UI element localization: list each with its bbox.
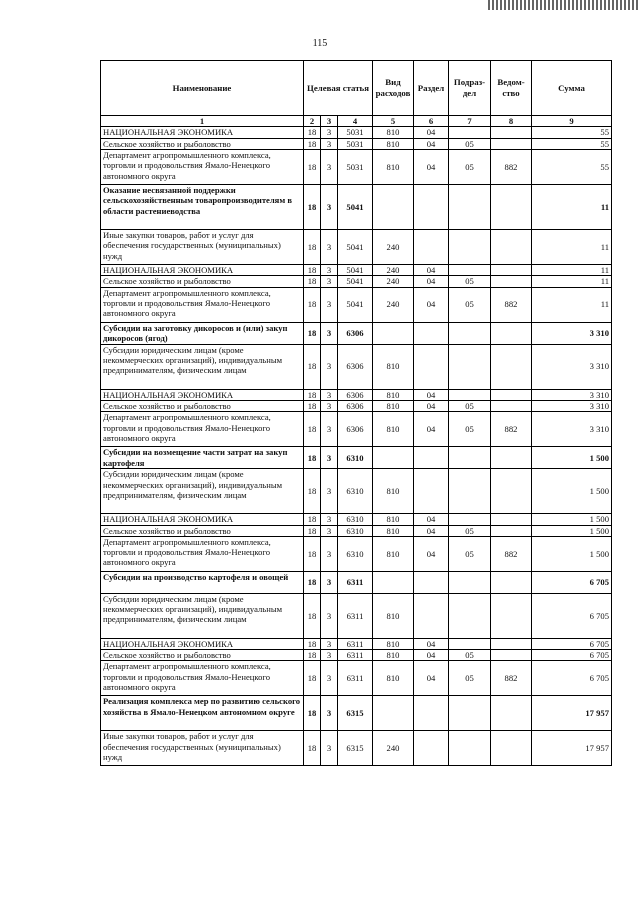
sum-cell: 11	[532, 184, 612, 229]
department-cell	[491, 344, 532, 389]
target-article-part-2: 3	[321, 287, 338, 322]
department-cell	[491, 469, 532, 514]
department-cell	[491, 593, 532, 638]
budget-table	[100, 60, 612, 766]
target-article-part-3: 6311	[338, 571, 373, 593]
target-article-part-1: 18	[304, 412, 321, 447]
target-article-part-3: 6306	[338, 389, 373, 400]
section-cell: 04	[414, 264, 449, 275]
target-article-part-2: 3	[321, 400, 338, 411]
table-row	[101, 525, 612, 536]
table-row	[101, 149, 612, 184]
row-name: Сельское хозяйство и рыболовство	[101, 276, 304, 287]
row-name: Сельское хозяйство и рыболовство	[101, 400, 304, 411]
department-cell: 882	[491, 412, 532, 447]
target-article-part-3: 6311	[338, 650, 373, 661]
section-cell	[414, 571, 449, 593]
row-name: Реализация комплекса мер по развитию сельского хозяйства в Ямало-Ненецком автономном округе	[101, 696, 304, 731]
expense-type-cell: 240	[373, 276, 414, 287]
expense-type-cell: 810	[373, 400, 414, 411]
department-cell	[491, 731, 532, 766]
target-article-part-2: 3	[321, 229, 338, 264]
target-article-part-3: 6315	[338, 731, 373, 766]
subsection-cell: 05	[449, 138, 491, 149]
department-cell	[491, 571, 532, 593]
row-name: Субсидии на заготовку дикоросов и (или) закуп дикоросов (ягод)	[101, 322, 304, 344]
expense-type-cell: 810	[373, 412, 414, 447]
table-row	[101, 650, 612, 661]
target-article-part-2: 3	[321, 536, 338, 571]
row-name: Департамент агропромышленного комплекса, торговли и продовольствия Ямало-Ненецкого автономного округа	[101, 412, 304, 447]
sum-cell: 17 957	[532, 696, 612, 731]
subsection-cell	[449, 571, 491, 593]
table-row	[101, 344, 612, 389]
column-number-row	[101, 116, 612, 127]
target-article-part-2: 3	[321, 138, 338, 149]
department-cell	[491, 514, 532, 525]
sum-cell: 3 310	[532, 412, 612, 447]
expense-type-cell: 810	[373, 661, 414, 696]
subsection-cell	[449, 322, 491, 344]
expense-type-cell	[373, 571, 414, 593]
subsection-cell: 05	[449, 276, 491, 287]
target-article-part-3: 5031	[338, 138, 373, 149]
sum-cell: 6 705	[532, 638, 612, 649]
target-article-part-1: 18	[304, 322, 321, 344]
sum-cell: 11	[532, 287, 612, 322]
expense-type-cell: 810	[373, 525, 414, 536]
subsection-cell: 05	[449, 287, 491, 322]
target-article-part-2: 3	[321, 661, 338, 696]
target-article-part-3: 6306	[338, 400, 373, 411]
department-cell: 882	[491, 536, 532, 571]
section-cell: 04	[414, 400, 449, 411]
target-article-part-1: 18	[304, 593, 321, 638]
department-cell	[491, 389, 532, 400]
row-name: Оказание несвязанной поддержки сельскохозяйственным товаропроизводителям в области растениеводства	[101, 184, 304, 229]
table-row	[101, 593, 612, 638]
department-cell: 882	[491, 287, 532, 322]
expense-type-cell: 810	[373, 650, 414, 661]
section-cell: 04	[414, 138, 449, 149]
section-cell	[414, 447, 449, 469]
department-cell	[491, 650, 532, 661]
sum-cell: 6 705	[532, 661, 612, 696]
sum-cell: 3 310	[532, 400, 612, 411]
subsection-cell	[449, 514, 491, 525]
expense-type-cell: 810	[373, 127, 414, 138]
header-department: Ведом-ство	[491, 61, 532, 116]
department-cell	[491, 264, 532, 275]
column-number: 2	[304, 116, 321, 127]
target-article-part-3: 6306	[338, 322, 373, 344]
target-article-part-1: 18	[304, 264, 321, 275]
section-cell: 04	[414, 661, 449, 696]
row-name: НАЦИОНАЛЬНАЯ ЭКОНОМИКА	[101, 514, 304, 525]
row-name: Субсидии юридическим лицам (кроме некоммерческих организаций), индивидуальным предпринимателям, физическим лицам	[101, 593, 304, 638]
department-cell	[491, 447, 532, 469]
target-article-part-2: 3	[321, 149, 338, 184]
subsection-cell	[449, 389, 491, 400]
sum-cell: 55	[532, 149, 612, 184]
target-article-part-2: 3	[321, 389, 338, 400]
table-row	[101, 127, 612, 138]
subsection-cell	[449, 593, 491, 638]
department-cell	[491, 322, 532, 344]
page-number: 115	[312, 38, 328, 49]
section-cell: 04	[414, 536, 449, 571]
row-name: НАЦИОНАЛЬНАЯ ЭКОНОМИКА	[101, 264, 304, 275]
table-row	[101, 696, 612, 731]
sum-cell: 1 500	[532, 469, 612, 514]
column-number: 8	[491, 116, 532, 127]
target-article-part-3: 5031	[338, 149, 373, 184]
expense-type-cell: 810	[373, 344, 414, 389]
department-cell	[491, 638, 532, 649]
table-row	[101, 287, 612, 322]
target-article-part-3: 6310	[338, 447, 373, 469]
target-article-part-1: 18	[304, 149, 321, 184]
sum-cell: 11	[532, 264, 612, 275]
sum-cell: 1 500	[532, 514, 612, 525]
row-name: Департамент агропромышленного комплекса, торговли и продовольствия Ямало-Ненецкого автономного округа	[101, 661, 304, 696]
section-cell	[414, 344, 449, 389]
target-article-part-3: 6310	[338, 525, 373, 536]
department-cell	[491, 400, 532, 411]
target-article-part-2: 3	[321, 276, 338, 287]
target-article-part-2: 3	[321, 731, 338, 766]
subsection-cell	[449, 184, 491, 229]
expense-type-cell	[373, 696, 414, 731]
section-cell	[414, 229, 449, 264]
table-row	[101, 661, 612, 696]
target-article-part-3: 5041	[338, 276, 373, 287]
section-cell: 04	[414, 287, 449, 322]
sum-cell: 55	[532, 138, 612, 149]
sum-cell: 1 500	[532, 536, 612, 571]
column-number: 6	[414, 116, 449, 127]
sum-cell: 3 310	[532, 344, 612, 389]
expense-type-cell: 810	[373, 389, 414, 400]
target-article-part-2: 3	[321, 650, 338, 661]
subsection-cell: 05	[449, 536, 491, 571]
expense-type-cell: 810	[373, 149, 414, 184]
expense-type-cell: 240	[373, 229, 414, 264]
target-article-part-3: 6311	[338, 593, 373, 638]
sum-cell: 6 705	[532, 593, 612, 638]
target-article-part-1: 18	[304, 127, 321, 138]
header-section: Раздел	[414, 61, 449, 116]
target-article-part-1: 18	[304, 536, 321, 571]
target-article-part-1: 18	[304, 661, 321, 696]
department-cell	[491, 184, 532, 229]
subsection-cell	[449, 696, 491, 731]
target-article-part-3: 6311	[338, 638, 373, 649]
target-article-part-3: 6310	[338, 514, 373, 525]
target-article-part-1: 18	[304, 571, 321, 593]
table-row	[101, 536, 612, 571]
row-name: НАЦИОНАЛЬНАЯ ЭКОНОМИКА	[101, 127, 304, 138]
target-article-part-3: 5041	[338, 264, 373, 275]
expense-type-cell	[373, 447, 414, 469]
table-row	[101, 514, 612, 525]
table-row	[101, 389, 612, 400]
section-cell: 04	[414, 514, 449, 525]
expense-type-cell: 810	[373, 593, 414, 638]
department-cell	[491, 525, 532, 536]
subsection-cell: 05	[449, 412, 491, 447]
expense-type-cell	[373, 322, 414, 344]
subsection-cell: 05	[449, 525, 491, 536]
target-article-part-2: 3	[321, 571, 338, 593]
target-article-part-2: 3	[321, 322, 338, 344]
table-row	[101, 571, 612, 593]
target-article-part-1: 18	[304, 184, 321, 229]
target-article-part-2: 3	[321, 593, 338, 638]
subsection-cell	[449, 447, 491, 469]
header-expense-type: Вид расходов	[373, 61, 414, 116]
table-row	[101, 469, 612, 514]
expense-type-cell	[373, 184, 414, 229]
target-article-part-2: 3	[321, 184, 338, 229]
table-row	[101, 322, 612, 344]
row-name: Субсидии на производство картофеля и овощей	[101, 571, 304, 593]
subsection-cell: 05	[449, 400, 491, 411]
target-article-part-1: 18	[304, 447, 321, 469]
target-article-part-1: 18	[304, 287, 321, 322]
section-cell	[414, 696, 449, 731]
department-cell: 882	[491, 661, 532, 696]
table-body	[101, 127, 612, 766]
row-name: Субсидии юридическим лицам (кроме некоммерческих организаций), индивидуальным предпринимателям, физическим лицам	[101, 344, 304, 389]
column-number: 7	[449, 116, 491, 127]
target-article-part-1: 18	[304, 229, 321, 264]
department-cell	[491, 229, 532, 264]
section-cell	[414, 731, 449, 766]
table-row	[101, 276, 612, 287]
subsection-cell	[449, 264, 491, 275]
subsection-cell: 05	[449, 650, 491, 661]
expense-type-cell: 240	[373, 731, 414, 766]
target-article-part-3: 6311	[338, 661, 373, 696]
row-name: Сельское хозяйство и рыболовство	[101, 525, 304, 536]
expense-type-cell: 810	[373, 469, 414, 514]
table-row	[101, 184, 612, 229]
section-cell: 04	[414, 149, 449, 184]
table-row	[101, 229, 612, 264]
table-row	[101, 731, 612, 766]
row-name: Департамент агропромышленного комплекса, торговли и продовольствия Ямало-Ненецкого автономного округа	[101, 536, 304, 571]
sum-cell: 3 310	[532, 389, 612, 400]
section-cell	[414, 184, 449, 229]
subsection-cell	[449, 229, 491, 264]
target-article-part-1: 18	[304, 731, 321, 766]
table-row	[101, 264, 612, 275]
target-article-part-3: 6310	[338, 469, 373, 514]
section-cell	[414, 593, 449, 638]
target-article-part-3: 6315	[338, 696, 373, 731]
target-article-part-2: 3	[321, 447, 338, 469]
target-article-part-1: 18	[304, 514, 321, 525]
target-article-part-1: 18	[304, 525, 321, 536]
target-article-part-3: 6306	[338, 344, 373, 389]
column-number: 5	[373, 116, 414, 127]
column-number: 9	[532, 116, 612, 127]
header-name: Наименование	[101, 61, 304, 116]
target-article-part-3: 5041	[338, 184, 373, 229]
row-name: Субсидии на возмещение части затрат на закуп картофеля	[101, 447, 304, 469]
subsection-cell	[449, 344, 491, 389]
target-article-part-1: 18	[304, 400, 321, 411]
target-article-part-2: 3	[321, 696, 338, 731]
header-subsection: Подраз-дел	[449, 61, 491, 116]
sum-cell: 11	[532, 229, 612, 264]
expense-type-cell: 810	[373, 536, 414, 571]
sum-cell: 1 500	[532, 447, 612, 469]
header-target-article: Целевая статья	[304, 61, 373, 116]
sum-cell: 1 500	[532, 525, 612, 536]
department-cell	[491, 696, 532, 731]
target-article-part-2: 3	[321, 525, 338, 536]
expense-type-cell: 810	[373, 638, 414, 649]
department-cell	[491, 276, 532, 287]
expense-type-cell: 810	[373, 138, 414, 149]
column-number: 1	[101, 116, 304, 127]
subsection-cell: 05	[449, 661, 491, 696]
sum-cell: 3 310	[532, 322, 612, 344]
target-article-part-3: 5031	[338, 127, 373, 138]
target-article-part-1: 18	[304, 469, 321, 514]
section-cell: 04	[414, 650, 449, 661]
target-article-part-2: 3	[321, 412, 338, 447]
expense-type-cell: 240	[373, 287, 414, 322]
target-article-part-2: 3	[321, 514, 338, 525]
row-name: НАЦИОНАЛЬНАЯ ЭКОНОМИКА	[101, 638, 304, 649]
table-row	[101, 138, 612, 149]
section-cell: 04	[414, 127, 449, 138]
target-article-part-3: 6310	[338, 536, 373, 571]
department-cell: 882	[491, 149, 532, 184]
header-sum: Сумма	[532, 61, 612, 116]
scan-corner-mark	[488, 0, 640, 10]
column-number: 4	[338, 116, 373, 127]
row-name: Департамент агропромышленного комплекса, торговли и продовольствия Ямало-Ненецкого автономного округа	[101, 149, 304, 184]
target-article-part-2: 3	[321, 469, 338, 514]
row-name: Сельское хозяйство и рыболовство	[101, 650, 304, 661]
section-cell: 04	[414, 638, 449, 649]
target-article-part-1: 18	[304, 276, 321, 287]
section-cell	[414, 322, 449, 344]
subsection-cell	[449, 638, 491, 649]
row-name: Департамент агропромышленного комплекса, торговли и продовольствия Ямало-Ненецкого автономного округа	[101, 287, 304, 322]
table-row	[101, 447, 612, 469]
target-article-part-2: 3	[321, 344, 338, 389]
expense-type-cell: 810	[373, 514, 414, 525]
target-article-part-1: 18	[304, 138, 321, 149]
sum-cell: 6 705	[532, 650, 612, 661]
target-article-part-1: 18	[304, 650, 321, 661]
target-article-part-1: 18	[304, 344, 321, 389]
target-article-part-1: 18	[304, 696, 321, 731]
sum-cell: 55	[532, 127, 612, 138]
sum-cell: 6 705	[532, 571, 612, 593]
subsection-cell	[449, 469, 491, 514]
target-article-part-3: 5041	[338, 229, 373, 264]
target-article-part-1: 18	[304, 389, 321, 400]
sum-cell: 17 957	[532, 731, 612, 766]
sum-cell: 11	[532, 276, 612, 287]
target-article-part-1: 18	[304, 638, 321, 649]
row-name: НАЦИОНАЛЬНАЯ ЭКОНОМИКА	[101, 389, 304, 400]
section-cell: 04	[414, 389, 449, 400]
expense-type-cell: 240	[373, 264, 414, 275]
department-cell	[491, 127, 532, 138]
target-article-part-2: 3	[321, 264, 338, 275]
section-cell: 04	[414, 412, 449, 447]
table-row	[101, 400, 612, 411]
column-number: 3	[321, 116, 338, 127]
row-name: Субсидии юридическим лицам (кроме некоммерческих организаций), индивидуальным предпринимателям, физическим лицам	[101, 469, 304, 514]
table-row	[101, 412, 612, 447]
target-article-part-3: 5041	[338, 287, 373, 322]
target-article-part-2: 3	[321, 127, 338, 138]
department-cell	[491, 138, 532, 149]
row-name: Иные закупки товаров, работ и услуг для обеспечения государственных (муниципальных) нужд	[101, 731, 304, 766]
target-article-part-2: 3	[321, 638, 338, 649]
row-name: Сельское хозяйство и рыболовство	[101, 138, 304, 149]
section-cell: 04	[414, 276, 449, 287]
row-name: Иные закупки товаров, работ и услуг для обеспечения государственных (муниципальных) нужд	[101, 229, 304, 264]
subsection-cell	[449, 127, 491, 138]
section-cell	[414, 469, 449, 514]
subsection-cell	[449, 731, 491, 766]
section-cell: 04	[414, 525, 449, 536]
table-row	[101, 638, 612, 649]
target-article-part-3: 6306	[338, 412, 373, 447]
subsection-cell: 05	[449, 149, 491, 184]
